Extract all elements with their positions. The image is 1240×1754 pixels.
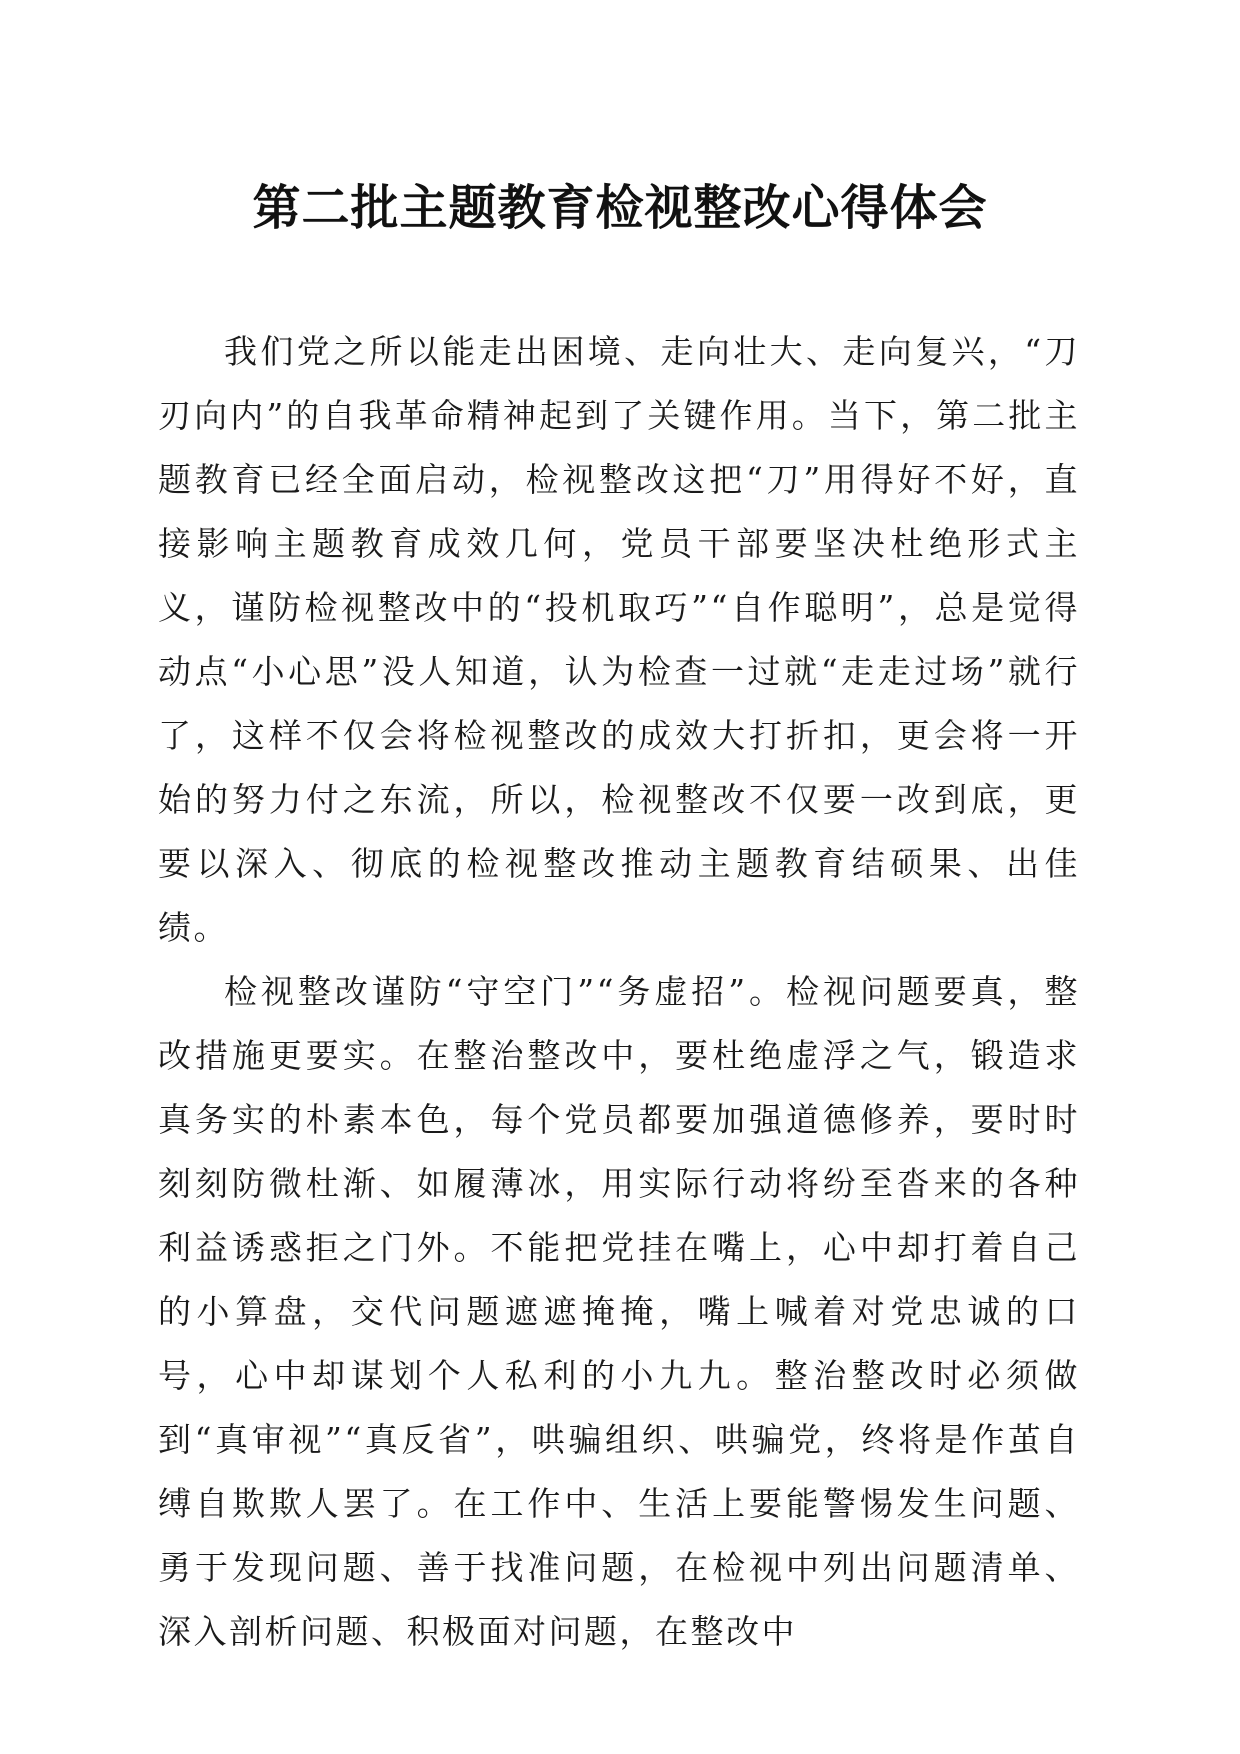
document-body (158, 320, 1080, 1664)
paragraph-1: 我们党之所以能走出困境、走向壮大、走向复兴，“刀刃向内”的自我革命精神起到了关键作用。当下，第二批主题教育已经全面启动，检视整改这把“刀”用得好不好，直接影响主题教育成效几何，党员干部要坚决杜绝形式主义，谨防检视整改中的“投机取巧”“自作聪明”，总是觉得动点“小心思”没人知道，认为检查一过就“走走过场”就行了，这样不仅会将检视整改的成效大打折扣，更会将一开始的努力付之东流，所以，检视整改不仅要一改到底，更要以深入、彻底的检视整改推动主题教育结硕果、出佳绩。 (158, 332, 1080, 947)
paragraph-2: 检视整改谨防“守空门”“务虚招”。检视问题要真，整改措施更要实。在整治整改中，要杜绝虚浮之气，锻造求真务实的朴素本色，每个党员都要加强道德修养，要时时刻刻防微杜渐、如履薄冰，用实际行动将纷至沓来的各种利益诱惑拒之门外。不能把党挂在嘴上，心中却打着自己的小算盘，交代问题遮遮掩掩，嘴上喊着对党忠诚的口号，心中却谋划个人私利的小九九。整治整改时必须做到“真审视”“真反省”，哄骗组织、哄骗党，终将是作茧自缚自欺欺人罢了。在工作中、生活上要能警惕发生问题、勇于发现问题、善于找准问题，在检视中列出问题清单、深入剖析问题、积极面对问题，在整改中 (158, 972, 1080, 1651)
document-title: 第二批主题教育检视整改心得体会 (252, 180, 988, 236)
